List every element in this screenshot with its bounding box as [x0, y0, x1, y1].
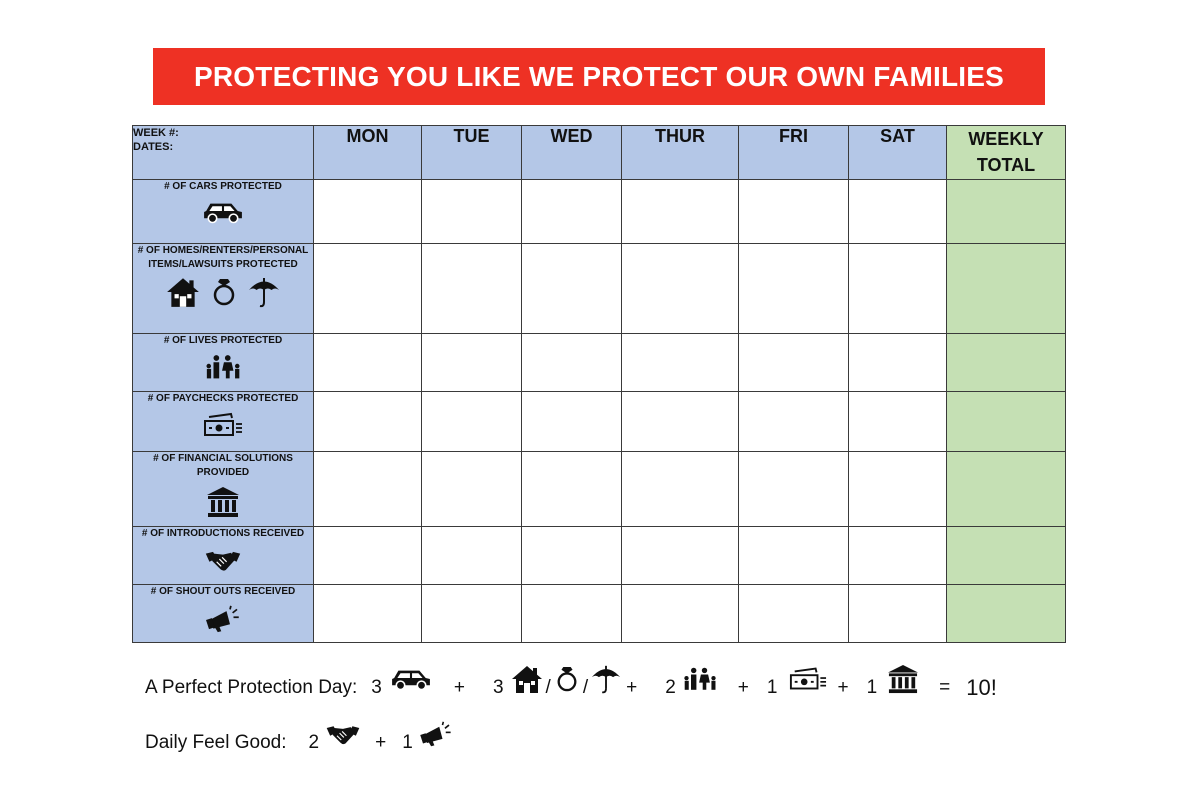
- bank-icon: [206, 486, 240, 518]
- day-entry-cell[interactable]: [739, 392, 849, 452]
- weekly-total-line1: WEEKLY: [968, 129, 1044, 149]
- day-entry-cell[interactable]: [314, 585, 422, 643]
- perfect-day-label: A Perfect Protection Day:: [145, 677, 358, 698]
- house-icon: [165, 276, 201, 308]
- day-header-fri: FRI: [739, 126, 849, 180]
- day-entry-cell[interactable]: [622, 180, 739, 244]
- handshake-icon: [325, 722, 361, 746]
- weekly-total-cell[interactable]: [947, 452, 1066, 527]
- day-entry-cell[interactable]: [522, 527, 622, 585]
- family-icon: [682, 667, 718, 691]
- ring-icon: [555, 665, 579, 693]
- weekly-total-cell[interactable]: [947, 180, 1066, 244]
- handshake-icon: [204, 547, 242, 573]
- row-label-financial: # OF FINANCIAL SOLUTIONS PROVIDED: [153, 453, 293, 478]
- weekly-total-line2: TOTAL: [976, 155, 1036, 175]
- row-label-cars: # OF CARS PROTECTED: [164, 181, 282, 192]
- ring-icon: [211, 277, 237, 307]
- day-header-thur: THUR: [622, 126, 739, 180]
- table-row: [133, 334, 1066, 392]
- day-entry-cell[interactable]: [622, 527, 739, 585]
- page-title: PROTECTING YOU LIKE WE PROTECT OUR OWN FAMILIES: [193, 60, 1004, 92]
- day-entry-cell[interactable]: [422, 334, 522, 392]
- feel-good-label: Daily Feel Good:: [145, 732, 287, 753]
- umbrella-icon: [247, 275, 281, 309]
- header-row: [133, 126, 1066, 180]
- weekly-total-header: [947, 126, 1066, 180]
- day-entry-cell[interactable]: [314, 244, 422, 334]
- row-label-cell: [133, 585, 314, 643]
- day-entry-cell[interactable]: [739, 527, 849, 585]
- count-homes: 3: [492, 677, 504, 698]
- table-row: [133, 585, 1066, 643]
- weekly-total-cell[interactable]: [947, 244, 1066, 334]
- dates-label: DATES:: [133, 141, 174, 153]
- day-entry-cell[interactable]: [314, 527, 422, 585]
- day-entry-cell[interactable]: [849, 180, 947, 244]
- count-financial: 1: [866, 677, 878, 698]
- megaphone-icon: [205, 605, 241, 633]
- perfect-day-result: 10!: [966, 675, 997, 700]
- day-entry-cell[interactable]: [622, 585, 739, 643]
- day-entry-cell[interactable]: [622, 452, 739, 527]
- day-entry-cell[interactable]: [739, 334, 849, 392]
- plus-sign: +: [837, 677, 849, 698]
- family-icon: [204, 354, 242, 380]
- table-row: [133, 392, 1066, 452]
- day-entry-cell[interactable]: [849, 392, 947, 452]
- row-label-cell: [133, 180, 314, 244]
- day-entry-cell[interactable]: [422, 180, 522, 244]
- paycheck-icon: [789, 667, 827, 691]
- plus-sign: +: [626, 677, 638, 698]
- count-introductions: 2: [308, 732, 320, 753]
- day-entry-cell[interactable]: [422, 244, 522, 334]
- row-label-lives: # OF LIVES PROTECTED: [163, 335, 283, 346]
- row-label-cell: [133, 452, 314, 527]
- feel-good-formula: [145, 730, 453, 756]
- house-icon: [510, 664, 544, 694]
- day-entry-cell[interactable]: [422, 392, 522, 452]
- tracking-table: [132, 125, 1066, 643]
- weekly-total-cell[interactable]: [947, 527, 1066, 585]
- car-icon: [202, 200, 244, 224]
- day-entry-cell[interactable]: [739, 452, 849, 527]
- bank-icon: [887, 664, 919, 694]
- row-label-cell: [133, 392, 314, 452]
- equals-sign: =: [939, 677, 951, 698]
- day-entry-cell[interactable]: [314, 452, 422, 527]
- day-entry-cell[interactable]: [522, 452, 622, 527]
- day-entry-cell[interactable]: [522, 334, 622, 392]
- day-entry-cell[interactable]: [314, 180, 422, 244]
- perfect-day-formula: [145, 672, 997, 704]
- day-header-tue: TUE: [422, 126, 522, 180]
- day-entry-cell[interactable]: [422, 585, 522, 643]
- day-entry-cell[interactable]: [622, 392, 739, 452]
- slash-sign: /: [582, 677, 589, 698]
- row-label-cell: [133, 334, 314, 392]
- day-header-sat: SAT: [849, 126, 947, 180]
- day-header-wed: WED: [522, 126, 622, 180]
- page-title-banner: [153, 48, 1045, 105]
- day-entry-cell[interactable]: [422, 527, 522, 585]
- day-entry-cell[interactable]: [622, 244, 739, 334]
- weekly-total-cell[interactable]: [947, 585, 1066, 643]
- day-entry-cell[interactable]: [739, 585, 849, 643]
- count-paychecks: 1: [766, 677, 778, 698]
- table-row: [133, 527, 1066, 585]
- day-entry-cell[interactable]: [522, 180, 622, 244]
- day-entry-cell[interactable]: [849, 244, 947, 334]
- umbrella-icon: [590, 663, 622, 695]
- week-label: WEEK #:: [133, 127, 179, 139]
- day-entry-cell[interactable]: [314, 334, 422, 392]
- count-lives: 2: [665, 677, 676, 698]
- day-entry-cell[interactable]: [849, 585, 947, 643]
- day-entry-cell[interactable]: [849, 334, 947, 392]
- day-entry-cell[interactable]: [849, 527, 947, 585]
- weekly-total-cell[interactable]: [947, 334, 1066, 392]
- day-entry-cell[interactable]: [422, 452, 522, 527]
- day-entry-cell[interactable]: [522, 244, 622, 334]
- day-entry-cell[interactable]: [739, 244, 849, 334]
- count-shout-outs: 1: [402, 732, 413, 753]
- plus-sign: +: [453, 677, 465, 698]
- table-row: [133, 180, 1066, 244]
- row-label-homes: # OF HOMES/RENTERS/PERSONAL ITEMS/LAWSUITS PROTECTED: [137, 245, 309, 270]
- paycheck-icon: [203, 412, 243, 438]
- row-label-cell: [133, 527, 314, 585]
- plus-sign: +: [375, 732, 387, 753]
- row-label-paychecks: # OF PAYCHECKS PROTECTED: [147, 393, 299, 404]
- row-label-introductions: # OF INTRODUCTIONS RECEIVED: [141, 528, 305, 539]
- day-entry-cell[interactable]: [522, 392, 622, 452]
- day-header-mon: MON: [314, 126, 422, 180]
- table-row: [133, 244, 1066, 334]
- plus-sign: +: [737, 677, 749, 698]
- row-label-cell: [133, 244, 314, 334]
- day-entry-cell[interactable]: [522, 585, 622, 643]
- megaphone-icon: [419, 721, 453, 747]
- day-entry-cell[interactable]: [314, 392, 422, 452]
- day-entry-cell[interactable]: [739, 180, 849, 244]
- weekly-total-cell[interactable]: [947, 392, 1066, 452]
- car-icon: [390, 667, 432, 691]
- row-label-shout-outs: # OF SHOUT OUTS RECEIVED: [150, 586, 296, 597]
- day-entry-cell[interactable]: [849, 452, 947, 527]
- count-cars: 3: [371, 677, 382, 698]
- slash-sign: /: [545, 677, 551, 698]
- table-row: [133, 452, 1066, 527]
- day-entry-cell[interactable]: [622, 334, 739, 392]
- week-dates-header: [133, 126, 314, 180]
